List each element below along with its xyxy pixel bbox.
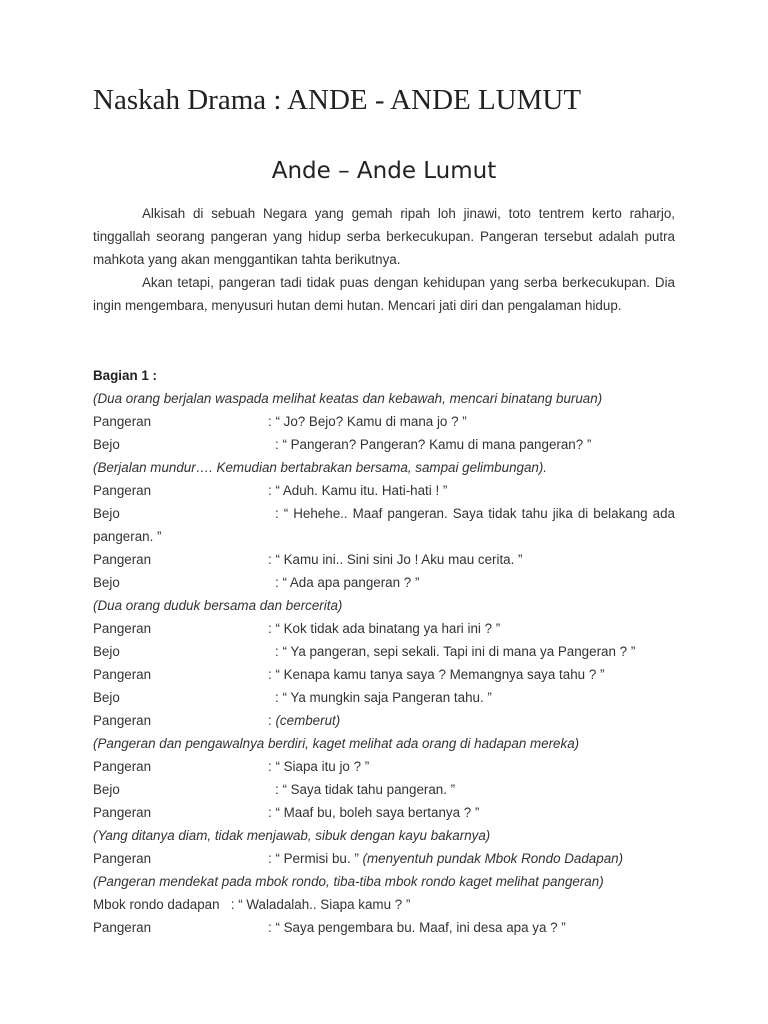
- stage-direction: [93, 387, 675, 410]
- dialogue-text: : “ Kamu ini.. Sini sini Jo ! Aku mau cerita. ”: [268, 552, 523, 567]
- dialogue-text: : “ Kenapa kamu tanya saya ? Memangnya saya tahu ? ”: [268, 667, 605, 682]
- dialogue-text: : “ Ya mungkin saja Pangeran tahu. ”: [275, 690, 492, 705]
- dialogue-text: : “ Ya pangeran, sepi sekali. Tapi ini di mana ya Pangeran ? ”: [275, 644, 636, 659]
- speaker-name: Bejo: [93, 644, 120, 659]
- dialogue-text: : “ Kok tidak ada binatang ya hari ini ? ”: [268, 621, 501, 636]
- script-section: [93, 364, 675, 939]
- stage-direction: [93, 594, 675, 617]
- speaker-name: Bejo: [93, 506, 120, 521]
- dialogue-note: (menyentuh pundak Mbok Rondo Dadapan): [362, 851, 624, 866]
- document-title: Naskah Drama : ANDE - ANDE LUMUT: [93, 84, 582, 116]
- dialogue-line: [93, 847, 675, 870]
- dialogue-text: : “ Permisi bu. ”: [268, 851, 359, 866]
- speaker-name: Pangeran: [93, 920, 152, 935]
- dialogue-line: [93, 433, 675, 456]
- dialogue-text: : “ Hehehe.. Maaf pangeran. Saya tidak tahu jika di belakang ada pangeran. ”: [93, 506, 675, 544]
- dialogue-text: :: [268, 713, 272, 728]
- intro-paragraph-1: Alkisah di sebuah Negara yang gemah ripah loh jinawi, toto tentrem kerto raharjo, tinggallah seorang pangeran yang hidup serba berkecukupan. Pangeran tersebut adalah putra mahkota yang akan menggantikan tahta berikutnya.: [93, 206, 675, 267]
- stage-direction-text: (Pangeran dan pengawalnya berdiri, kaget melihat ada orang di hadapan mereka): [93, 736, 580, 751]
- stage-direction-text: (Dua orang duduk bersama dan bercerita): [93, 598, 343, 613]
- dialogue-line: [93, 709, 675, 732]
- dialogue-line: [93, 916, 675, 939]
- stage-direction-text: (Berjalan mundur…. Kemudian bertabrakan bersama, sampai gelimbungan).: [93, 460, 548, 475]
- speaker-name: Mbok rondo dadapan: [93, 897, 220, 912]
- speaker-name: Pangeran: [93, 621, 152, 636]
- speaker-name: Pangeran: [93, 851, 152, 866]
- dialogue-text: : “ Maaf bu, boleh saya bertanya ? ”: [268, 805, 480, 820]
- dialogue-text: : “ Saya tidak tahu pangeran. ”: [275, 782, 456, 797]
- story-title: Ande – Ande Lumut: [271, 158, 497, 184]
- dialogue-line: [93, 893, 675, 916]
- dialogue-line: [93, 548, 675, 571]
- dialogue-line: [93, 617, 675, 640]
- stage-direction: [93, 824, 675, 847]
- dialogue-line: [93, 502, 675, 548]
- section-heading: Bagian 1 :: [93, 368, 157, 383]
- speaker-name: Bejo: [93, 575, 120, 590]
- speaker-name: Bejo: [93, 782, 120, 797]
- dialogue-text: : “ Ada apa pangeran ? ”: [275, 575, 420, 590]
- dialogue-text: : “ Siapa itu jo ? ”: [268, 759, 370, 774]
- dialogue-text: : “ Waladalah.. Siapa kamu ? ”: [230, 897, 411, 912]
- dialogue-text: : “ Aduh. Kamu itu. Hati-hati ! ”: [268, 483, 448, 498]
- speaker-name: Pangeran: [93, 759, 152, 774]
- stage-direction: [93, 456, 675, 479]
- speaker-name: Pangeran: [93, 552, 152, 567]
- stage-direction: [93, 870, 675, 893]
- dialogue-line: [93, 663, 675, 686]
- speaker-name: Pangeran: [93, 483, 152, 498]
- stage-direction-text: (Pangeran mendekat pada mbok rondo, tiba-tiba mbok rondo kaget melihat pangeran): [93, 874, 604, 889]
- dialogue-line: [93, 640, 675, 663]
- dialogue-line: [93, 479, 675, 502]
- dialogue-text: : “ Saya pengembara bu. Maaf, ini desa apa ya ? ”: [268, 920, 566, 935]
- intro-paragraph-2: Akan tetapi, pangeran tadi tidak puas dengan kehidupan yang serba berkecukupan. Dia ingin mengembara, menyusuri hutan demi hutan. Mencari jati diri dan pengalaman hidup.: [93, 275, 675, 313]
- dialogue-text: : “ Jo? Bejo? Kamu di mana jo ? ”: [268, 414, 467, 429]
- speaker-name: Pangeran: [93, 667, 152, 682]
- speaker-name: Pangeran: [93, 414, 152, 429]
- dialogue-text: : “ Pangeran? Pangeran? Kamu di mana pangeran? ”: [275, 437, 592, 452]
- speaker-name: Pangeran: [93, 713, 152, 728]
- stage-direction-text: (Dua orang berjalan waspada melihat keatas dan kebawah, mencari binatang buruan): [93, 391, 603, 406]
- dialogue-line: [93, 778, 675, 801]
- stage-direction: [93, 732, 675, 755]
- speaker-name: Bejo: [93, 690, 120, 705]
- speaker-name: Pangeran: [93, 805, 152, 820]
- speaker-name: Bejo: [93, 437, 120, 452]
- dialogue-line: [93, 801, 675, 824]
- dialogue-line: [93, 755, 675, 778]
- dialogue-line: [93, 571, 675, 594]
- dialogue-line: [93, 686, 675, 709]
- stage-direction-text: (Yang ditanya diam, tidak menjawab, sibuk dengan kayu bakarnya): [93, 828, 491, 843]
- dialogue-line: [93, 410, 675, 433]
- dialogue-note: (cemberut): [275, 713, 341, 728]
